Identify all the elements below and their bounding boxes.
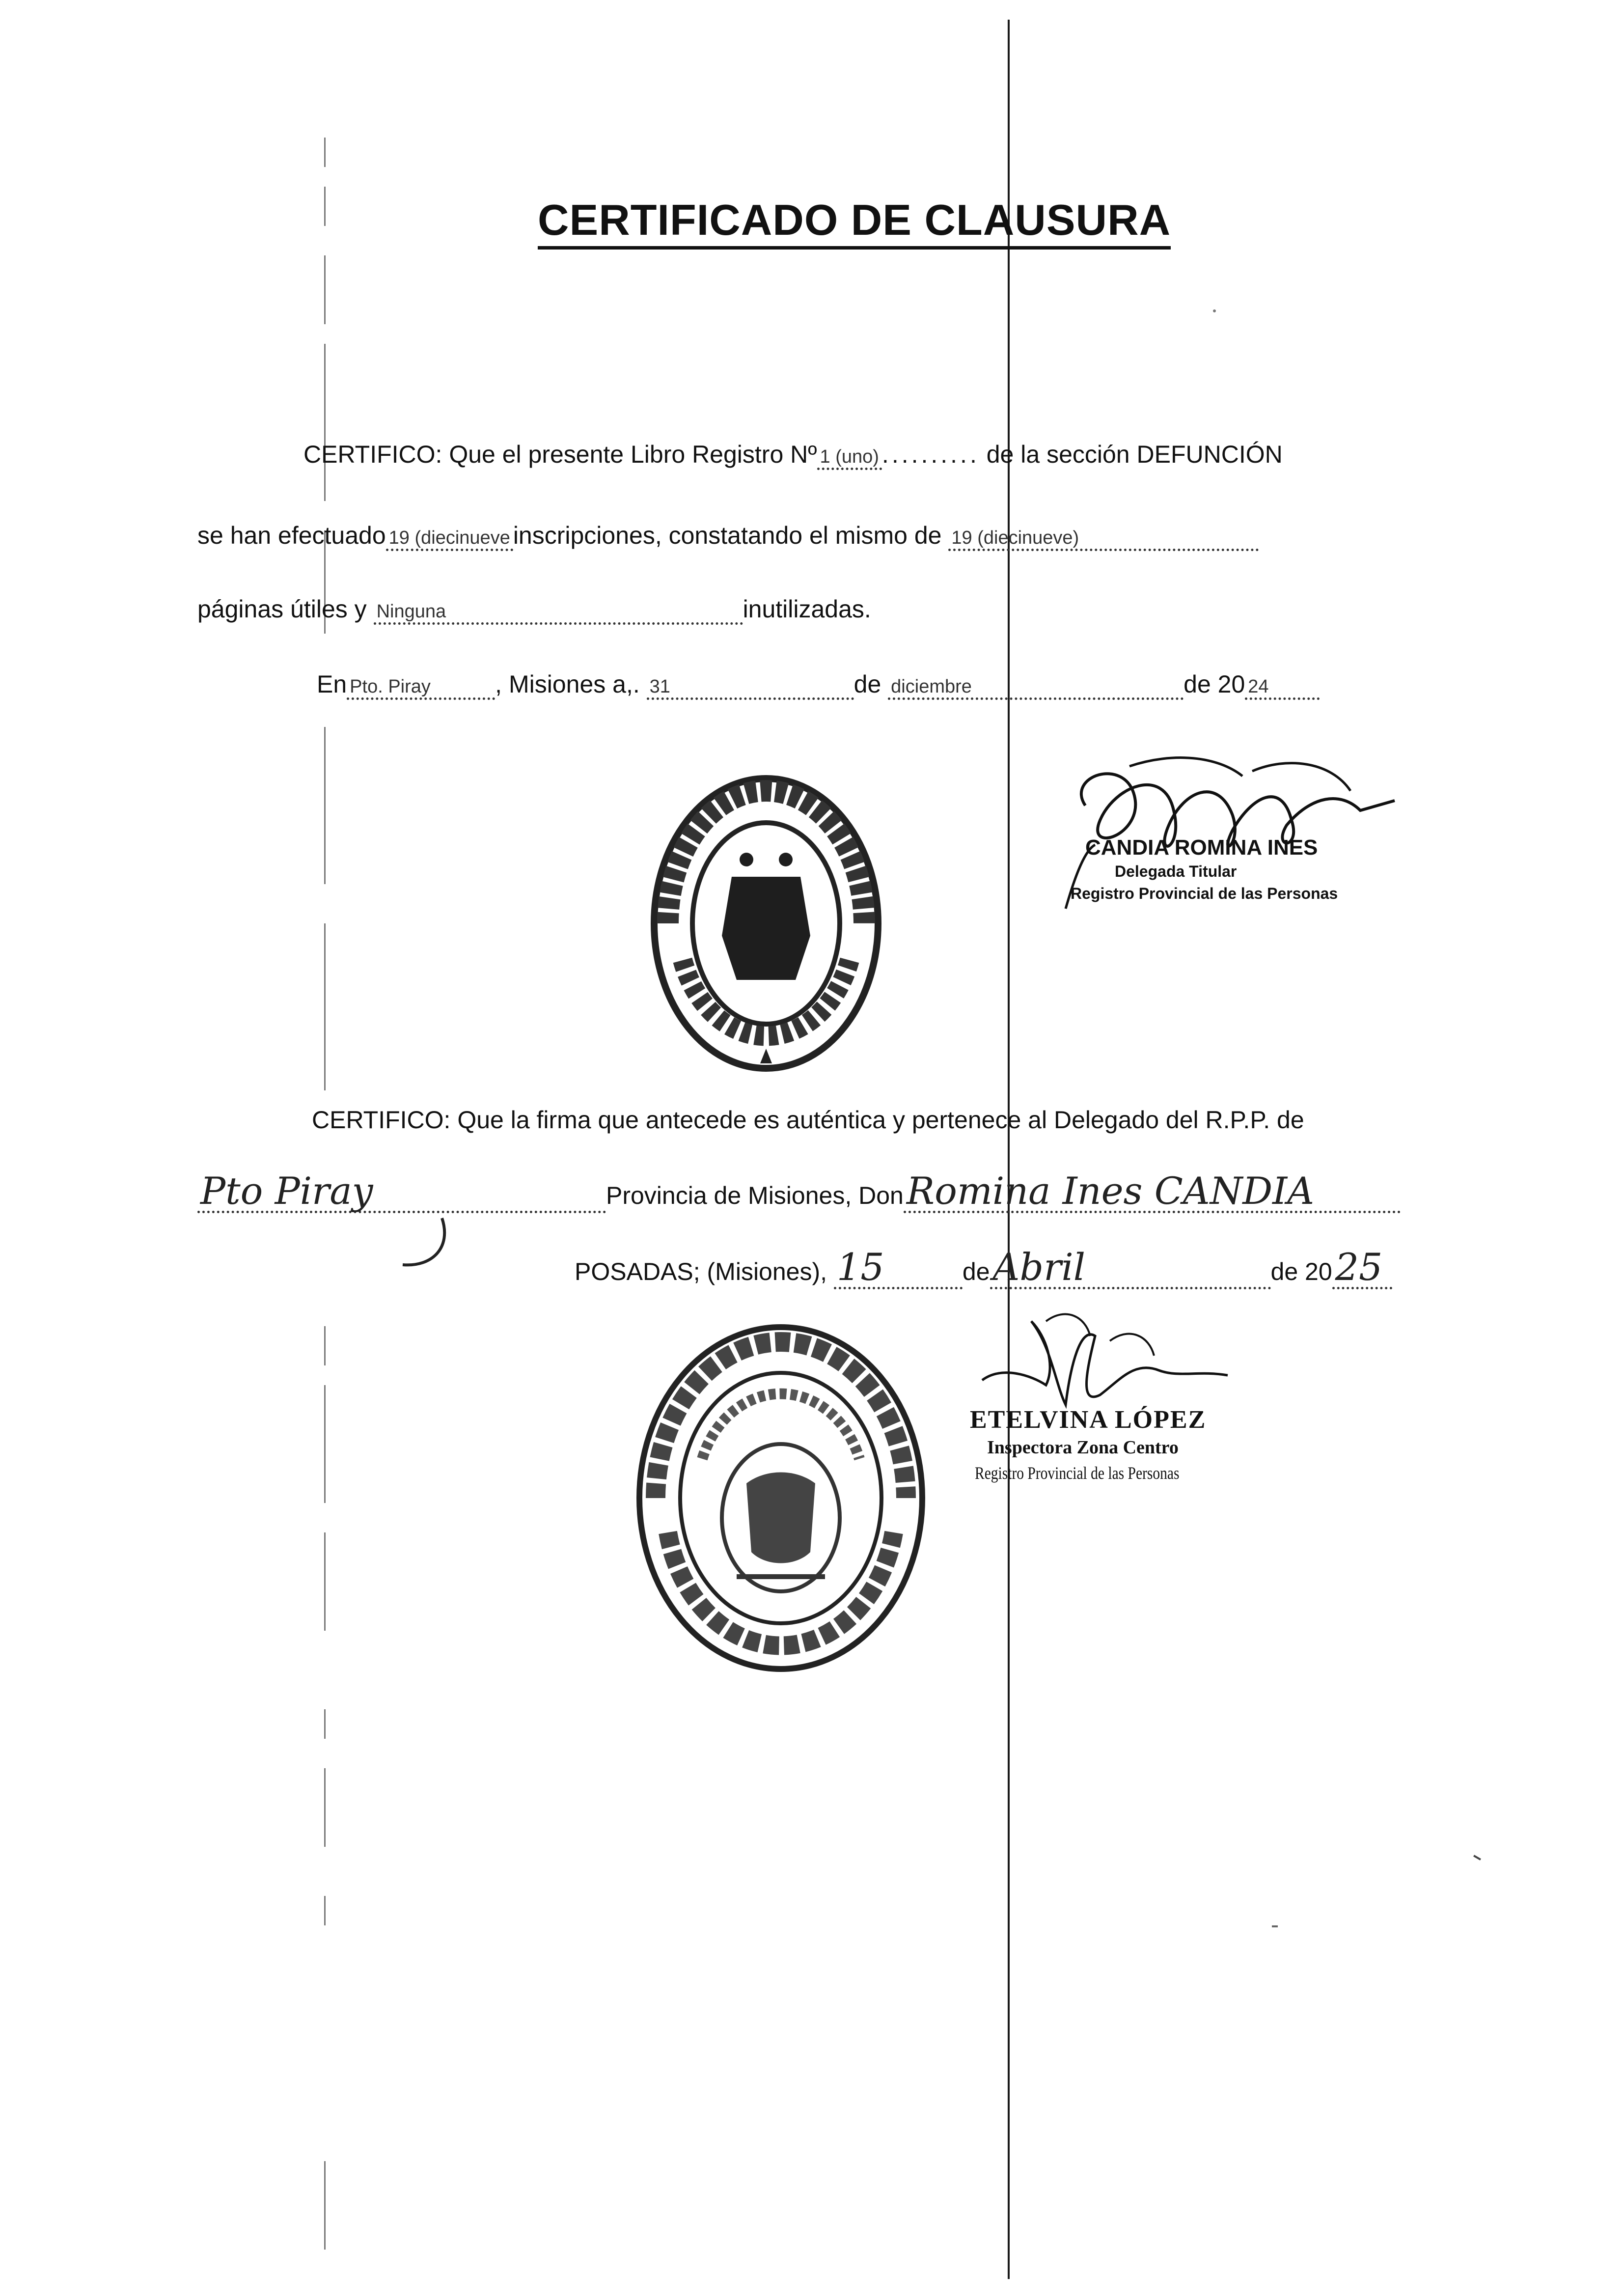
stamp-2-outer bbox=[638, 1326, 639, 1327]
margin-mark bbox=[324, 923, 326, 1090]
dia-field: 31 bbox=[647, 677, 854, 700]
stray-mark bbox=[1213, 309, 1216, 312]
margin-mark bbox=[324, 344, 326, 501]
fold-line bbox=[1008, 20, 1010, 2279]
paginas-field: 19 (diecinueve) bbox=[948, 528, 1259, 551]
text: de la sección DEFUNCIÓN bbox=[986, 441, 1283, 468]
text: de bbox=[853, 670, 881, 698]
libro-numero-field: 1 (uno) bbox=[817, 447, 882, 470]
text: POSADAS; (Misiones), bbox=[575, 1258, 827, 1285]
text: de bbox=[962, 1258, 990, 1285]
margin-mark bbox=[324, 1709, 326, 1739]
inscripciones-field: 19 (diecinueve bbox=[386, 528, 513, 551]
margin-mark bbox=[324, 1896, 326, 1925]
signature-2-role: Inspectora Zona Centro bbox=[987, 1437, 1179, 1458]
certification-line-1 bbox=[303, 440, 1283, 470]
handwriting-tail bbox=[403, 1218, 462, 1277]
text: se han efectuado bbox=[197, 522, 386, 549]
text: inutilizadas. bbox=[743, 595, 871, 623]
page-title: CERTIFICADO DE CLAUSURA bbox=[538, 196, 1171, 250]
mes-handwritten: Abril bbox=[990, 1248, 1271, 1289]
stray-mark bbox=[1473, 1855, 1481, 1860]
dots: .......... bbox=[881, 441, 980, 468]
text: Provincia de Misiones, Don bbox=[606, 1182, 904, 1209]
dia-handwritten: 15 bbox=[834, 1248, 963, 1289]
registry-stamp-oval bbox=[648, 774, 884, 1073]
signature-2-org: Registro Provincial de las Personas bbox=[975, 1463, 1180, 1483]
margin-mark bbox=[324, 727, 326, 884]
text: inscripciones, constatando el mismo de bbox=[513, 522, 942, 549]
authentication-line-1: CERTIFICO: Que la firma que antecede es auténtica y pertenece al Delegado del R.P.P. de bbox=[312, 1106, 1304, 1134]
text: En bbox=[317, 670, 347, 698]
signature-1-org: Registro Provincial de las Personas bbox=[1071, 885, 1338, 902]
signature-1-name: CANDIA ROMINA INES bbox=[1085, 835, 1318, 860]
margin-mark bbox=[324, 1385, 326, 1503]
inutilizadas-field: Ninguna bbox=[374, 602, 743, 625]
direction-stamp-round bbox=[633, 1321, 928, 1675]
margin-mark bbox=[324, 2161, 326, 2250]
text: CERTIFICO: Que el presente Libro Registro Nº bbox=[303, 441, 817, 468]
margin-mark bbox=[324, 1768, 326, 1847]
authentication-line-3 bbox=[575, 1245, 1392, 1289]
certification-line-2 bbox=[197, 521, 1259, 551]
signature-1-role: Delegada Titular bbox=[1115, 862, 1237, 880]
margin-mark bbox=[324, 138, 326, 167]
margin-mark bbox=[324, 187, 326, 226]
mes-field: diciembre bbox=[888, 677, 1184, 700]
text: de 20 bbox=[1270, 1258, 1332, 1285]
lugar-field: Pto. Piray bbox=[347, 677, 495, 700]
text: de 20 bbox=[1184, 670, 1245, 698]
anio-field: 24 bbox=[1245, 677, 1320, 700]
stray-mark bbox=[1272, 1925, 1278, 1927]
text: , Misiones a,. bbox=[495, 670, 640, 698]
nombre-handwritten: Romina Ines CANDIA bbox=[904, 1171, 1401, 1213]
signature-2-name: ETELVINA LÓPEZ bbox=[970, 1406, 1207, 1434]
certification-line-4 bbox=[317, 669, 1320, 700]
anio-handwritten: 25 bbox=[1332, 1248, 1392, 1289]
stamp-2-text bbox=[638, 1326, 639, 1327]
margin-mark bbox=[324, 1326, 326, 1365]
authentication-line-2 bbox=[197, 1171, 1401, 1213]
margin-mark bbox=[324, 1532, 326, 1631]
text: páginas útiles y bbox=[197, 595, 367, 623]
certification-line-3 bbox=[197, 594, 871, 625]
margin-mark bbox=[324, 255, 326, 324]
lugar-handwritten: Pto Piray bbox=[197, 1171, 606, 1213]
